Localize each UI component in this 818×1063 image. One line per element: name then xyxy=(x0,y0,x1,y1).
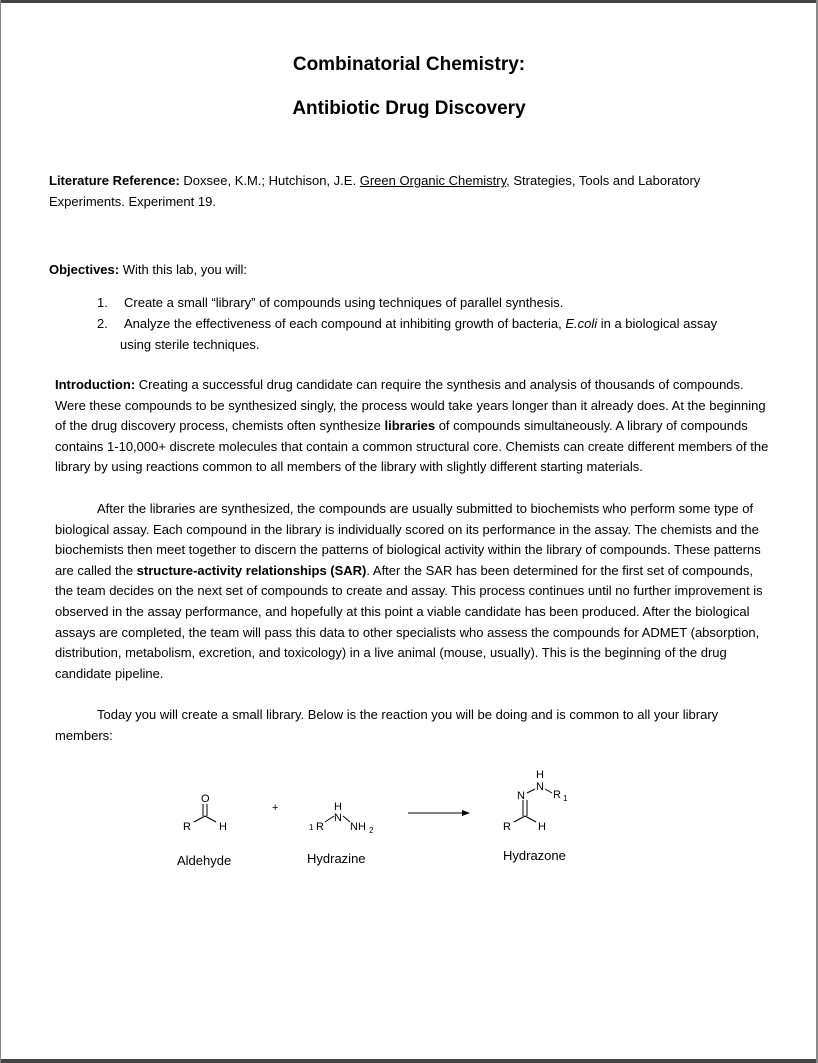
literature-rest: , Strategies, Tools and Laboratory Experiments. Experiment 19. xyxy=(49,173,701,209)
page-border-left xyxy=(0,0,1,1063)
literature-label: Literature Reference: xyxy=(49,173,180,188)
hydrazone-label: Hydrazone xyxy=(503,848,566,863)
hydrazone-n-n-bond xyxy=(527,789,535,793)
aldehyde-hydrogen: H xyxy=(219,821,227,833)
intro-p2-c: . After the SAR has been determined for the first set of compounds, the team decides on the next set of compounds to create and assay. This process continues until no further improvement is observed in the assay performance, and hopefully at this point a viable candidate has been produced. After the biological assays are completed, the team will pass this data to other specialists who assess the compounds for ADMET (absorption, distribution, metabolism, excretion, and toxicology) in a live animal (mouse, usually). This is the beginning of the drug candidate pipeline. xyxy=(55,562,763,681)
page-border-bottom xyxy=(0,1059,818,1063)
reaction-scheme xyxy=(0,760,818,880)
objectives-heading xyxy=(49,260,247,281)
objective-2-post: in a biological assay xyxy=(597,316,718,331)
hydrazine-nh-subscript: 2 xyxy=(369,826,374,835)
introduction-paragraph-1 xyxy=(55,375,771,478)
hydrazone-r1-group: R xyxy=(553,789,561,801)
literature-authors: Doxsee, K.M.; Hutchison, J.E. xyxy=(183,173,357,188)
literature-reference xyxy=(49,171,769,213)
reaction-arrow xyxy=(408,810,470,816)
hydrazine-r-group: R xyxy=(316,821,324,833)
aldehyde-r-bond xyxy=(194,816,205,822)
intro-p1-c: of compounds simultaneously. A library of compounds contains 1-10,000+ discrete molecules that contain a common structural core. Chemists can create different members of the library by using reactions common to all members of the library with slightly different starting materials. xyxy=(55,418,769,475)
hydrazine-n: N xyxy=(334,812,342,824)
hydrazine-r-n-bond xyxy=(325,816,334,822)
plus-sign: + xyxy=(272,802,279,814)
hydrazone-h-bond xyxy=(525,816,536,822)
hydrazine-nh: NH xyxy=(350,821,366,833)
hydrazone-n-r1-bond xyxy=(545,789,552,793)
introduction-paragraph-2 xyxy=(55,499,771,684)
hydrazine-label: Hydrazine xyxy=(307,851,366,866)
objective-1-text: Create a small “library” of compounds using techniques of parallel synthesis. xyxy=(124,295,564,310)
literature-book-title: Green Organic Chemistry xyxy=(359,173,507,188)
hydrazine-h: H xyxy=(334,801,342,813)
title-line-1: Combinatorial Chemistry: xyxy=(292,54,526,75)
aldehyde-r-group: R xyxy=(183,821,191,833)
aldehyde-oxygen: O xyxy=(201,793,210,805)
aldehyde-label: Aldehyde xyxy=(177,853,232,868)
hydrazone-nh: N xyxy=(536,781,544,793)
hydrazone-hydrogen: H xyxy=(538,821,546,833)
objective-2-text xyxy=(124,314,784,335)
intro-p1-libraries: libraries xyxy=(384,418,436,434)
objectives-label: Objectives: xyxy=(49,262,120,277)
hydrazone-r-bond xyxy=(514,816,525,822)
hydrazone-n-imine: N xyxy=(517,790,525,802)
objective-2-organism: E.coli xyxy=(565,316,598,331)
objective-1-number: 1. xyxy=(97,295,108,310)
intro-p1-a: Creating a successful drug candidate can require the synthesis and analysis of thousands of compounds. Were these compounds to be synthesized singly, the process would take years longer than it already does. At the beginning of the drug discovery process, chemists often synthesize xyxy=(55,377,766,434)
objective-2-pre: Analyze the effectiveness of each compound at inhibiting growth of bacteria, xyxy=(124,316,566,331)
objective-2-continuation: using sterile techniques. xyxy=(120,337,260,352)
introduction-paragraph-3: Today you will create a small library. Below is the reaction you will be doing and is common to all your library members: xyxy=(55,707,719,743)
hydrazine-r-subscript: 1 xyxy=(309,823,314,832)
intro-p2-sar: structure-activity relationships (SAR) xyxy=(136,562,367,578)
page-border-top xyxy=(0,0,818,3)
title-line-2: Antibiotic Drug Discovery xyxy=(292,98,526,119)
hydrazine-n-n-bond xyxy=(343,816,350,822)
aldehyde-h-bond xyxy=(205,816,216,822)
intro-p2-a: After the libraries are synthesized, the compounds are usually submitted to biochemists who perform some type of biological assay. Each compound in the library is individually scored on its performance in the assay. The chemists and the biochemists then meet together to discern the patterns of biological activity within the library of compounds. These patterns are called the xyxy=(55,501,761,578)
objectives-intro: With this lab, you will: xyxy=(122,262,247,277)
introduction-label: Introduction: xyxy=(55,377,136,392)
hydrazone-r-group: R xyxy=(503,821,511,833)
aldehyde-structure xyxy=(194,804,216,822)
objective-2-number: 2. xyxy=(97,316,108,331)
hydrazone-h-top: H xyxy=(536,769,544,781)
hydrazone-r1-subscript: 1 xyxy=(563,794,568,803)
